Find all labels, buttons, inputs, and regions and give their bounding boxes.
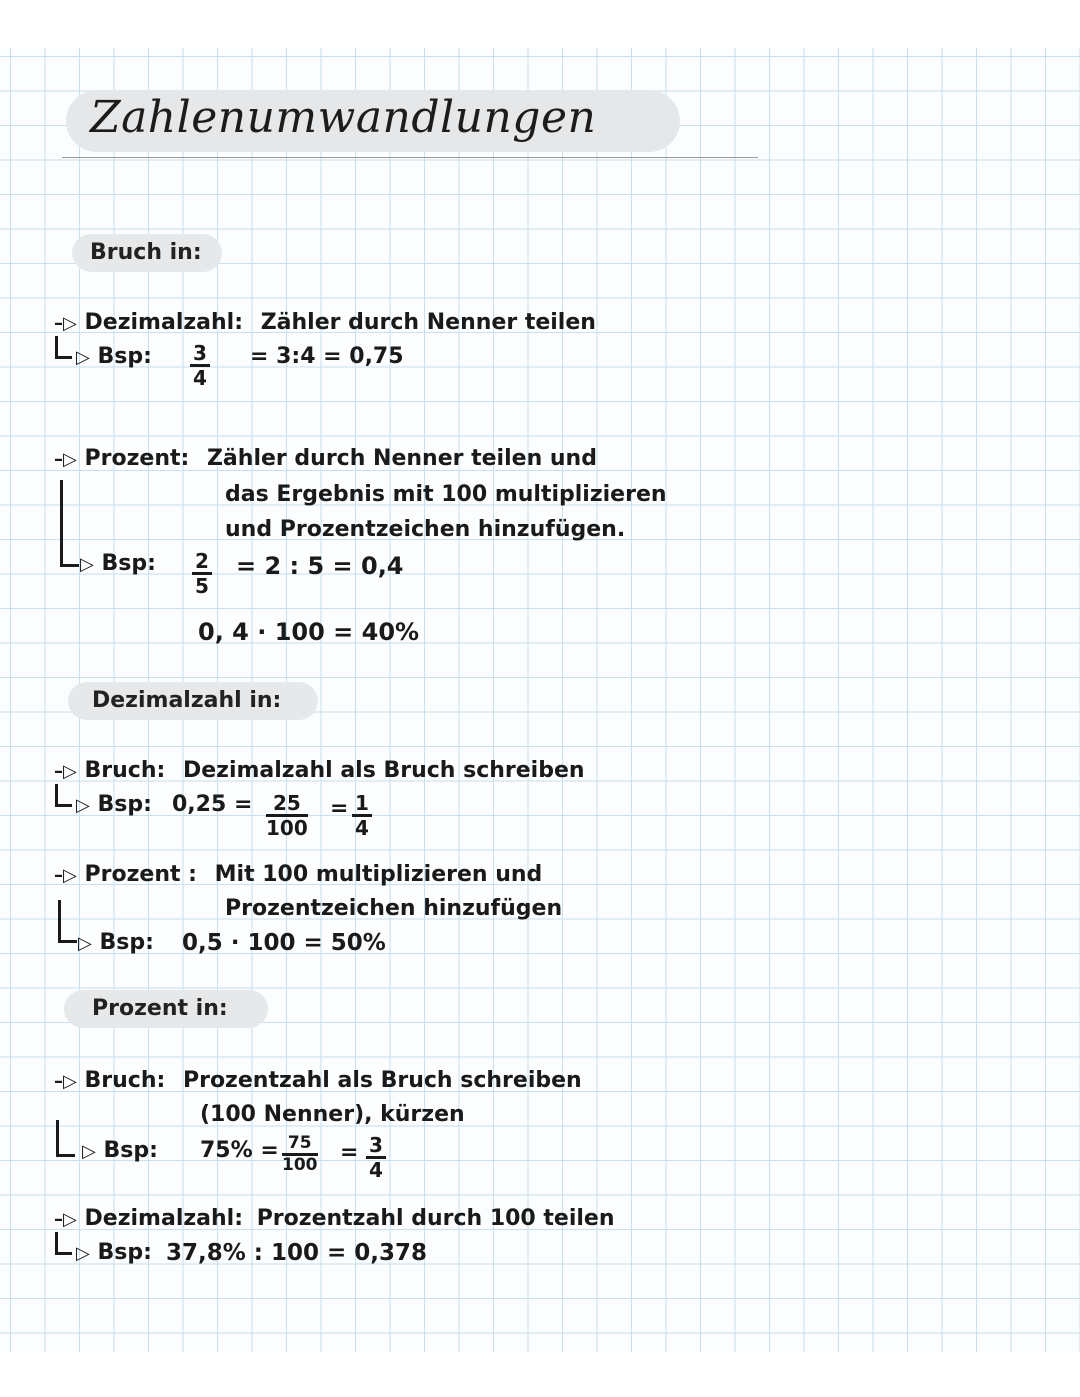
item-target: Prozent: [84, 446, 190, 471]
arrow-icon: –▷ [54, 449, 77, 470]
item-rule-line: und Prozentzeichen hinzufügen. [225, 517, 626, 542]
example-calculation: = 2 : 5 = 0,4 [236, 552, 404, 580]
equals-sign: = [330, 796, 349, 821]
fraction-denominator: 5 [195, 574, 209, 598]
bracket-arrow [55, 784, 72, 807]
item-target: Prozent : [84, 862, 197, 887]
arrow-icon: –▷ [54, 313, 77, 334]
example-label [76, 1240, 152, 1265]
arrow-icon: ▷ [82, 1141, 96, 1162]
fraction [366, 1134, 386, 1181]
example-label [82, 1138, 158, 1163]
example-value: 75% = [200, 1138, 279, 1163]
item-target: Dezimalzahl: [84, 310, 244, 335]
example-calculation: 0,5 · 100 = 50% [182, 930, 386, 956]
section-heading-prozent: Prozent in: [92, 996, 228, 1021]
example-label [80, 551, 156, 576]
top-margin [0, 0, 1080, 48]
item-rule-line: (100 Nenner), kürzen [200, 1102, 465, 1127]
example-label-text: Bsp: [97, 1240, 152, 1265]
item-rule-line: das Ergebnis mit 100 multiplizieren [225, 482, 667, 507]
item-rule: Prozentzahl als Bruch schreiben [182, 1068, 582, 1093]
item-prozent-bruch [54, 1068, 582, 1093]
arrow-icon: –▷ [54, 865, 77, 886]
item-rule: Prozentzahl durch 100 teilen [256, 1206, 615, 1231]
example-label-text: Bsp: [103, 1138, 158, 1163]
fraction-denominator: 4 [355, 816, 369, 840]
item-bruch-prozent [54, 446, 597, 471]
item-rule: Mit 100 multiplizieren und [214, 862, 543, 887]
fraction-numerator: 3 [366, 1134, 386, 1159]
arrow-icon: ▷ [76, 1243, 90, 1264]
fraction-denominator: 100 [282, 1155, 318, 1175]
fraction-denominator: 4 [193, 366, 207, 390]
bracket-arrow [55, 1232, 72, 1255]
equals-sign: = [340, 1140, 359, 1165]
fraction-numerator: 75 [282, 1134, 318, 1156]
fraction [352, 792, 372, 839]
fraction-denominator: 100 [266, 816, 308, 840]
section-heading-dezimalzahl: Dezimalzahl in: [92, 688, 282, 713]
item-target: Bruch: [84, 1068, 166, 1093]
arrow-icon: ▷ [76, 347, 90, 368]
item-rule: Dezimalzahl als Bruch schreiben [182, 758, 585, 783]
item-rule: Zähler durch Nenner teilen [260, 310, 596, 335]
arrow-icon: ▷ [80, 554, 94, 575]
fraction-numerator: 1 [352, 792, 372, 817]
example-calculation: 37,8% : 100 = 0,378 [166, 1240, 428, 1266]
example-label [76, 792, 152, 817]
arrow-icon: –▷ [54, 761, 77, 782]
example-calculation-2: 0, 4 · 100 = 40% [198, 618, 420, 646]
example-label-text: Bsp: [99, 930, 154, 955]
fraction-numerator: 3 [190, 342, 210, 367]
item-bruch-dezimal [54, 310, 596, 335]
bracket-arrow [58, 900, 77, 943]
example-label-text: Bsp: [97, 344, 152, 369]
bottom-margin [0, 1352, 1080, 1397]
fraction-numerator: 2 [192, 550, 212, 575]
page-title: Zahlenumwandlungen [90, 92, 597, 143]
arrow-icon: –▷ [54, 1209, 77, 1230]
example-label [76, 344, 152, 369]
fraction-denominator: 4 [369, 1158, 383, 1182]
title-underline [62, 157, 758, 158]
example-label [78, 930, 154, 955]
item-dezimal-bruch [54, 758, 585, 783]
item-target: Dezimalzahl: [84, 1206, 244, 1231]
example-label-text: Bsp: [101, 551, 156, 576]
section-heading-bruch: Bruch in: [90, 240, 202, 265]
arrow-icon: ▷ [76, 795, 90, 816]
fraction [266, 792, 308, 839]
fraction [192, 550, 212, 597]
arrow-icon: –▷ [54, 1071, 77, 1092]
bracket-arrow [56, 1120, 75, 1157]
bracket-arrow [60, 480, 79, 567]
fraction [282, 1134, 318, 1175]
item-dezimal-prozent [54, 862, 542, 887]
item-target: Bruch: [84, 758, 166, 783]
item-rule: Zähler durch Nenner teilen und [206, 446, 597, 471]
fraction [190, 342, 210, 389]
fraction-numerator: 25 [266, 792, 308, 817]
example-calculation: = 3:4 = 0,75 [250, 344, 404, 369]
item-prozent-dezimal [54, 1206, 615, 1231]
example-label-text: Bsp: [97, 792, 152, 817]
example-value: 0,25 = [172, 792, 253, 817]
bracket-arrow [55, 336, 72, 359]
item-rule-line: Prozentzeichen hinzufügen [225, 896, 563, 921]
arrow-icon: ▷ [78, 933, 92, 954]
